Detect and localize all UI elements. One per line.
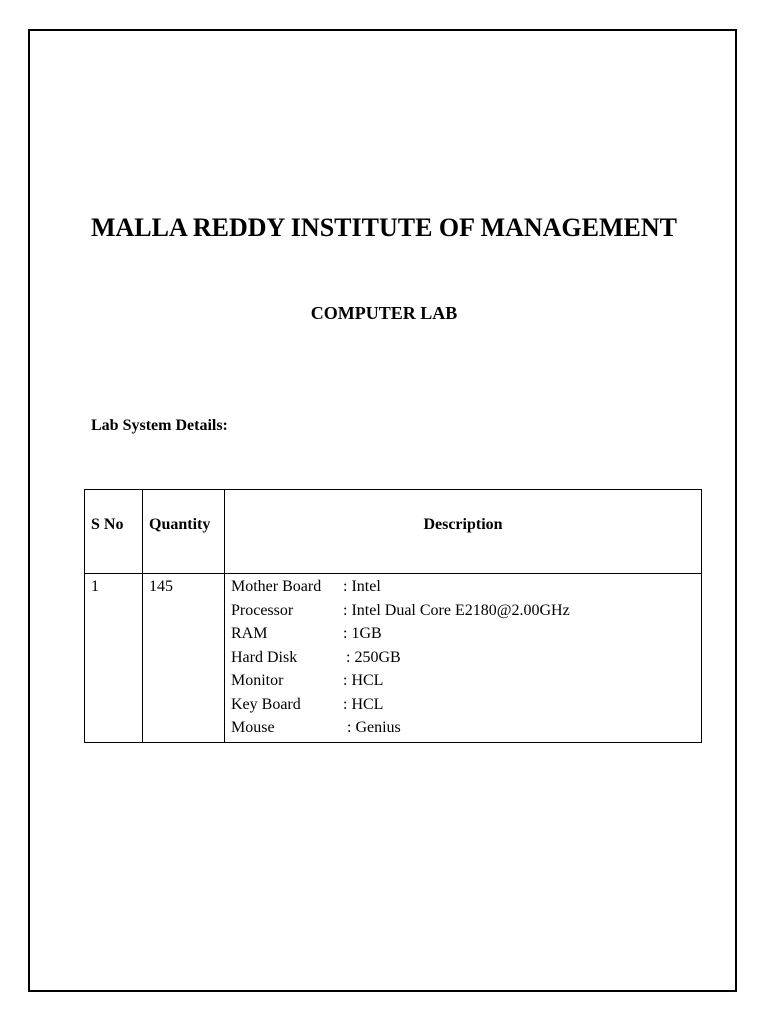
spec-line-mouse xyxy=(231,716,695,740)
header-quantity: Quantity xyxy=(143,490,225,574)
spec-key: Processor xyxy=(231,601,294,619)
section-heading: Lab System Details: xyxy=(91,417,228,434)
spec-value: : HCL xyxy=(343,695,384,713)
cell-quantity: 145 xyxy=(143,574,225,743)
spec-key: RAM xyxy=(231,625,268,642)
cell-serial: 1 xyxy=(85,574,143,743)
spec-value: : 250GB xyxy=(346,648,401,666)
spec-key: Monitor xyxy=(231,672,284,689)
cell-description xyxy=(225,574,702,743)
institute-title: MALLA REDDY INSTITUTE OF MANAGEMENT xyxy=(90,213,677,242)
spec-line-ram xyxy=(231,622,695,646)
spec-line-hard-disk xyxy=(231,646,695,670)
table-header-row xyxy=(85,490,702,574)
lab-system-table xyxy=(84,489,702,743)
spec-value: : Genius xyxy=(347,719,401,736)
lab-title: COMPUTER LAB xyxy=(310,303,458,323)
spec-line-monitor xyxy=(231,669,695,693)
spec-line-mother-board xyxy=(231,575,695,599)
spec-value: : HCL xyxy=(343,672,384,689)
table-body xyxy=(85,574,702,743)
spec-value: : Intel xyxy=(343,578,381,595)
spec-line-key-board xyxy=(231,693,695,717)
header-serial: S No xyxy=(85,490,143,574)
spec-line-processor xyxy=(231,599,695,623)
table-row xyxy=(85,574,702,743)
spec-key: Mouse xyxy=(231,719,275,736)
spec-key: Key Board xyxy=(231,695,301,713)
header-description: Description xyxy=(225,490,702,574)
spec-value: : 1GB xyxy=(343,625,382,642)
spec-key: Hard Disk xyxy=(231,648,298,666)
spec-value: : Intel Dual Core E2180@2.00GHz xyxy=(343,601,570,619)
spec-key: Mother Board xyxy=(231,578,322,595)
